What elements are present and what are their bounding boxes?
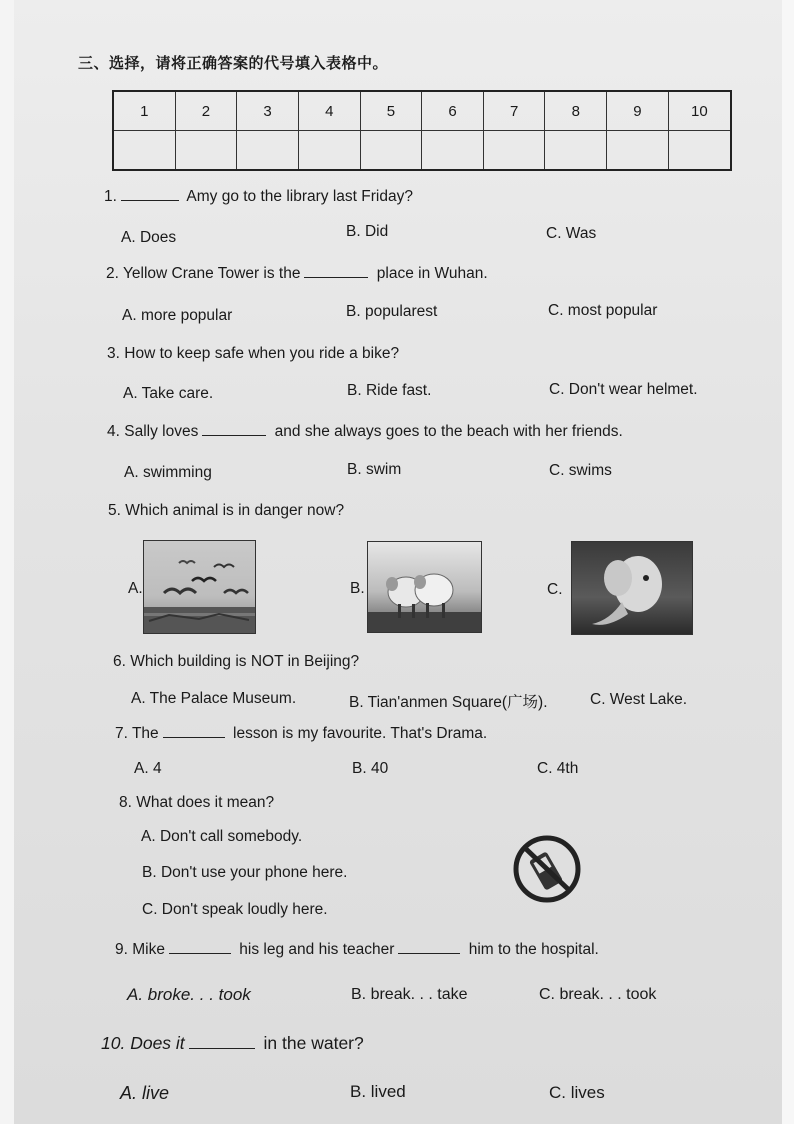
answer-cell[interactable]: [422, 131, 484, 171]
option-b[interactable]: B. swim: [347, 461, 402, 478]
option-c[interactable]: C. break. . . took: [539, 986, 657, 1003]
grid-number: 4: [298, 91, 360, 131]
answer-blank[interactable]: [163, 737, 225, 738]
option-a[interactable]: A. Take care.: [123, 385, 214, 402]
answer-cell[interactable]: [607, 131, 669, 171]
section-title: 三、选择，请将正确答案的代号填入表格中。: [78, 54, 389, 72]
dolphin-photo[interactable]: [571, 541, 693, 635]
grid-number: 1: [113, 91, 175, 131]
option-a[interactable]: A. more popular: [122, 307, 233, 324]
option-b[interactable]: B. 40: [352, 760, 389, 777]
option-b[interactable]: B. Did: [346, 223, 389, 240]
question-7: 7. The lesson is my favourite. That's Drama.: [115, 725, 488, 742]
question-10: 10. Does it in the water?: [101, 1033, 364, 1053]
answer-grid: [112, 90, 732, 171]
option-c[interactable]: C. lives: [549, 1083, 605, 1102]
option-b[interactable]: B. Ride fast.: [347, 382, 432, 399]
option-b[interactable]: B. break. . . take: [351, 986, 468, 1003]
option-c[interactable]: C. Was: [546, 225, 597, 242]
grid-number: 2: [175, 91, 237, 131]
option-a[interactable]: A. Don't call somebody.: [141, 828, 303, 845]
option-c[interactable]: C. West Lake.: [590, 691, 688, 708]
sheet-edge: [782, 0, 794, 1124]
question-9: 9. Mike his leg and his teacher him to the hospital.: [115, 941, 599, 958]
answer-cell[interactable]: [545, 131, 607, 171]
question-4: 4. Sally loves and she always goes to the beach with her friends.: [107, 423, 623, 440]
answer-blank[interactable]: [202, 435, 266, 436]
answer-blank[interactable]: [169, 953, 231, 954]
answer-cell[interactable]: [298, 131, 360, 171]
answer-cell[interactable]: [175, 131, 237, 171]
grid-number: 3: [237, 91, 299, 131]
question-8: 8. What does it mean?: [119, 794, 275, 811]
option-c[interactable]: C. most popular: [548, 302, 658, 319]
option-b[interactable]: B. popularest: [346, 303, 438, 320]
grid-number: 6: [422, 91, 484, 131]
option-c[interactable]: C.: [547, 581, 563, 598]
option-b[interactable]: B. Tian'anmen Square(广场).: [349, 694, 548, 711]
option-c[interactable]: C. Don't wear helmet.: [549, 381, 698, 398]
option-a[interactable]: A. 4: [134, 760, 162, 777]
option-a[interactable]: A. The Palace Museum.: [131, 690, 297, 707]
answer-cell[interactable]: [483, 131, 545, 171]
option-b[interactable]: B. Don't use your phone here.: [142, 864, 348, 881]
option-b[interactable]: B.: [350, 580, 365, 597]
option-b[interactable]: B. lived: [350, 1082, 406, 1101]
answer-blank[interactable]: [121, 200, 179, 201]
answer-cell[interactable]: [237, 131, 299, 171]
sheep-photo[interactable]: [367, 541, 482, 633]
answer-cell[interactable]: [113, 131, 175, 171]
option-c[interactable]: C. swims: [549, 462, 612, 479]
no-phone-sign-icon: [512, 832, 582, 906]
answer-cell[interactable]: [360, 131, 422, 171]
option-c[interactable]: C. Don't speak loudly here.: [142, 901, 328, 918]
question-6: 6. Which building is NOT in Beijing?: [113, 653, 360, 670]
question-1: 1. Amy go to the library last Friday?: [104, 188, 413, 205]
seagulls-photo[interactable]: [143, 540, 256, 634]
question-2: 2. Yellow Crane Tower is the place in Wuhan.: [106, 265, 488, 282]
option-a[interactable]: A. swimming: [124, 464, 212, 481]
grid-number: 8: [545, 91, 607, 131]
question-3: 3. How to keep safe when you ride a bike?: [107, 345, 400, 362]
grid-number: 9: [607, 91, 669, 131]
option-a[interactable]: A.: [128, 580, 143, 597]
option-a[interactable]: A. Does: [121, 229, 177, 246]
answer-cell[interactable]: [668, 131, 731, 171]
answer-blank[interactable]: [189, 1048, 255, 1049]
grid-number: 7: [483, 91, 545, 131]
grid-number: 10: [668, 91, 731, 131]
option-c[interactable]: C. 4th: [537, 760, 579, 777]
question-5: 5. Which animal is in danger now?: [108, 502, 345, 519]
option-a[interactable]: A. live: [120, 1083, 170, 1103]
answer-blank[interactable]: [398, 953, 460, 954]
grid-number: 5: [360, 91, 422, 131]
answer-blank[interactable]: [304, 277, 368, 278]
option-a[interactable]: A. broke. . . took: [127, 985, 251, 1004]
